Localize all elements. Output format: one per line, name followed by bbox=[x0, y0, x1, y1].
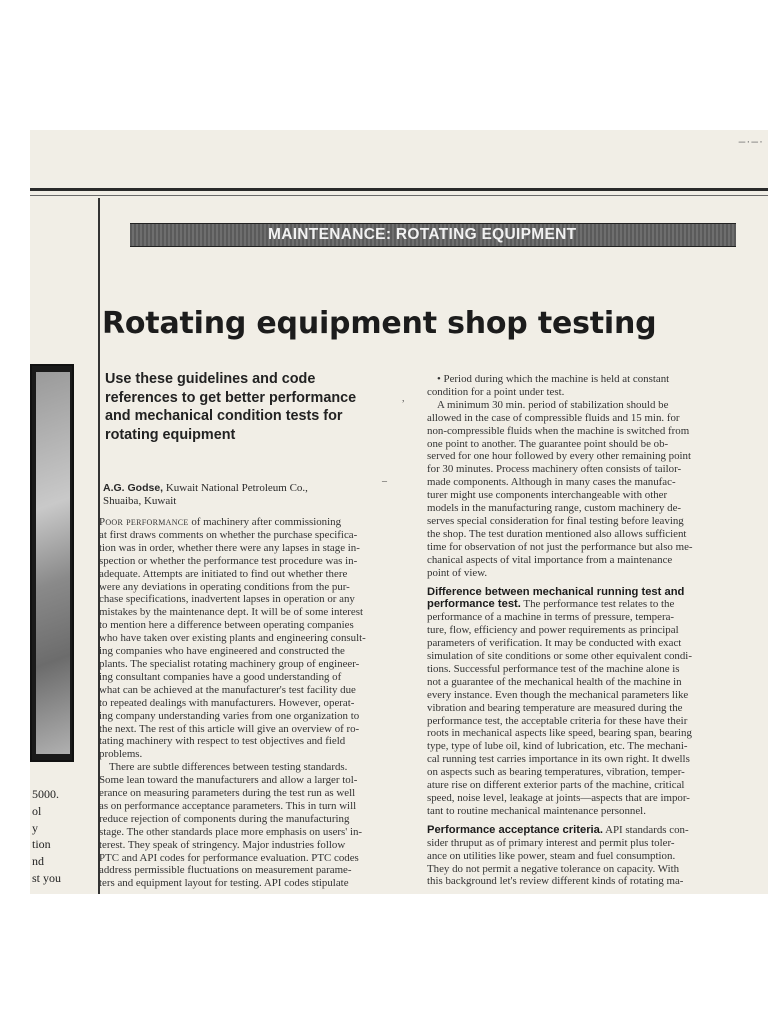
margin-fragment: nd bbox=[32, 854, 44, 869]
body-line: non-compressible fluids when the machine is switched from bbox=[427, 424, 690, 437]
page-corner-mark: –·–· bbox=[738, 134, 764, 148]
section-heading: Performance acceptance criteria. bbox=[427, 823, 603, 836]
body-line: to mention here a difference between operating companies bbox=[99, 619, 354, 632]
body-line: turer might use components interchangeable with other bbox=[427, 489, 668, 502]
scan-speck: , bbox=[402, 393, 405, 404]
body-line: There are subtle differences between testing standards. bbox=[109, 761, 348, 774]
margin-fragment: y bbox=[32, 820, 38, 835]
author-affiliation: Kuwait National Petroleum Co., bbox=[165, 482, 308, 494]
body-line: ing consultant companies have a good understanding of bbox=[99, 670, 342, 683]
body-line: every instance. Even though the mechanical parameters like bbox=[427, 688, 689, 701]
body-line: were any deviations in operating conditions from the pur- bbox=[99, 580, 350, 593]
body-line: tion was in order, whether there were any lapses in stage in- bbox=[99, 541, 360, 554]
body-line: to repeated dealings with manufacturers. However, operat- bbox=[99, 696, 355, 709]
article-title: Rotating equipment shop testing bbox=[102, 306, 657, 341]
body-line: cal running test carries importance in its own right. It dwells bbox=[427, 753, 690, 766]
margin-text-fragments bbox=[32, 786, 61, 887]
body-line: PTC and API codes for performance evaluation. PTC codes bbox=[99, 851, 359, 864]
body-line: one point to another. The guarantee point should be ob- bbox=[427, 437, 669, 450]
body-line: at first draws comments on whether the purchase specifica- bbox=[99, 528, 358, 541]
body-line: performance test. The performance test relates to the bbox=[427, 598, 675, 611]
top-rule bbox=[30, 188, 768, 191]
body-line: speed, noise level, leakage at joints—aspects that are impor- bbox=[427, 792, 690, 804]
body-line: ature rise on different exterior parts of the machine, critical bbox=[427, 779, 685, 792]
body-line: ing companies who have engineered and constructed the bbox=[99, 645, 345, 658]
scanned-page bbox=[30, 130, 768, 894]
body-line: tant to routine mechanical maintenance personnel. bbox=[427, 804, 646, 817]
bullet-line: • Period during which the machine is held at constant bbox=[437, 373, 670, 385]
body-line: served for one hour followed by every other remaining point bbox=[427, 450, 692, 463]
body-line: made components. Although in many cases the manufac- bbox=[427, 476, 676, 489]
body-line: A minimum 30 min. period of stabilization should be bbox=[437, 398, 669, 411]
section-banner-text: MAINTENANCE: ROTATING EQUIPMENT bbox=[268, 226, 577, 243]
body-line: type, type of lube oil, kind of lubrication, etc. The mechani- bbox=[427, 740, 688, 753]
body-line: point of view. bbox=[427, 566, 488, 579]
margin-fragment: tion bbox=[32, 837, 51, 852]
body-line: Performance acceptance criteria. API standards con- bbox=[427, 823, 689, 836]
body-line: parameters of verification. It may be conducted with exact bbox=[427, 637, 682, 650]
body-line: sider thruput as of primary interest and permit plus toler- bbox=[427, 836, 675, 849]
body-line: problems. bbox=[99, 748, 143, 761]
section-heading: Difference between mechanical running test and bbox=[427, 585, 685, 598]
partial-photo bbox=[30, 364, 74, 762]
body-line: ture, flow, efficiency and power requirements as principal bbox=[427, 624, 679, 637]
body-line: Some lean toward the manufacturers and allow a larger tol- bbox=[99, 774, 358, 787]
author-byline bbox=[103, 482, 403, 508]
deck-line: rotating equipment bbox=[105, 426, 236, 443]
body-line: the next. The rest of this article will give an overview of ro- bbox=[99, 722, 360, 735]
body-line: terest. They speak of stringency. Major industries follow bbox=[99, 838, 346, 851]
body-line: They do not permit a negative tolerance on capacity. With bbox=[427, 862, 680, 875]
body-line: stage. The other standards place more emphasis on users' in- bbox=[99, 825, 363, 838]
body-line: adequate. Attempts are initiated to find out whether there bbox=[99, 567, 348, 580]
body-line: models in the manufacturing range, custom machinery de- bbox=[427, 502, 682, 515]
left-column bbox=[99, 516, 405, 890]
article-deck bbox=[105, 370, 405, 444]
body-line: serves special consideration for final testing before leaving bbox=[427, 514, 684, 527]
body-line: ters and equipment layout for testing. API codes stipulate bbox=[99, 877, 349, 890]
deck-line: and mechanical condition tests for bbox=[105, 408, 343, 425]
body-line: time for observation of not just the performance but also me- bbox=[427, 540, 693, 553]
body-line: who have taken over existing plants and engineering consult- bbox=[99, 632, 366, 645]
bullet-line: condition for a point under test. bbox=[427, 385, 565, 398]
deck-line: Use these guidelines and code bbox=[105, 371, 316, 387]
body-line: vibration and bearing temperature are measured during the bbox=[427, 701, 683, 714]
body-line: on aspects such as bearing temperatures, vibration, temper- bbox=[427, 766, 685, 779]
body-line: reduce rejection of components during the manufacturing bbox=[99, 812, 350, 825]
body-line: tating machinery with respect to test objectives and field bbox=[99, 735, 346, 748]
section-heading-cont: performance test. bbox=[427, 598, 521, 611]
body-line: mistakes by the maintenance dept. It will be of some interest bbox=[99, 606, 364, 619]
body-line: as on performance acceptance parameters. This in turn will bbox=[99, 799, 357, 812]
body-line: the shop. The test duration mentioned also allows sufficient bbox=[427, 527, 687, 540]
author-location: Shuaiba, Kuwait bbox=[103, 495, 177, 507]
body-line: tions. Successful performance test of the machine alone is bbox=[427, 662, 680, 675]
deck-line: references to get better performance bbox=[105, 389, 357, 406]
body-line: simulation of site conditions or some other equivalent condi- bbox=[427, 650, 692, 663]
body-line: allowed in the case of compressible fluids and 15 min. for bbox=[427, 411, 680, 424]
body-line: ing company understanding varies from one organization to bbox=[99, 709, 360, 722]
body-line: chase specifications, inadvertent lapses in operation or any bbox=[99, 593, 355, 606]
body-line: erance on measuring parameters during the test run as well bbox=[99, 787, 356, 800]
body-line: performance of a machine in terms of pressure, tempera- bbox=[427, 611, 675, 624]
body-line: address permissible fluctuations on measurement parame- bbox=[99, 864, 352, 877]
body-line: ance on utilities like power, steam and fuel consumption. bbox=[427, 849, 676, 862]
author-name: A.G. Godse, bbox=[103, 482, 164, 494]
lead-in: Poor performance bbox=[99, 516, 189, 528]
body-line: roots in mechanical aspects like speed, bearing span, bearing bbox=[427, 727, 692, 740]
scan-mark: – bbox=[382, 476, 387, 487]
body-line: Poor performance of machinery after commissioning bbox=[99, 516, 342, 528]
margin-fragment: 5000. bbox=[32, 787, 59, 801]
body-line: not a guarantee of the mechanical health of the machine in bbox=[427, 675, 682, 688]
body-line: plants. The specialist rotating machinery group of engineer- bbox=[99, 657, 360, 670]
margin-fragment: st you bbox=[32, 870, 62, 885]
section-banner bbox=[130, 223, 736, 247]
right-column bbox=[427, 373, 737, 888]
margin-fragment: ol bbox=[32, 803, 42, 818]
body-line: what can be achieved at the manufacturer's test facility due bbox=[99, 683, 356, 696]
top-rule-thin bbox=[30, 195, 768, 196]
body-line: this background let's review different kinds of rotating ma- bbox=[427, 875, 684, 888]
body-line: performance test, the acceptable criteria for these have their bbox=[427, 714, 688, 727]
body-line: chanical aspects of vital importance from a maintenance bbox=[427, 553, 673, 566]
body-line: spection or whether the performance test procedure was in- bbox=[99, 554, 358, 567]
body-line: for 30 minutes. Process machinery often consists of tailor- bbox=[427, 463, 682, 476]
